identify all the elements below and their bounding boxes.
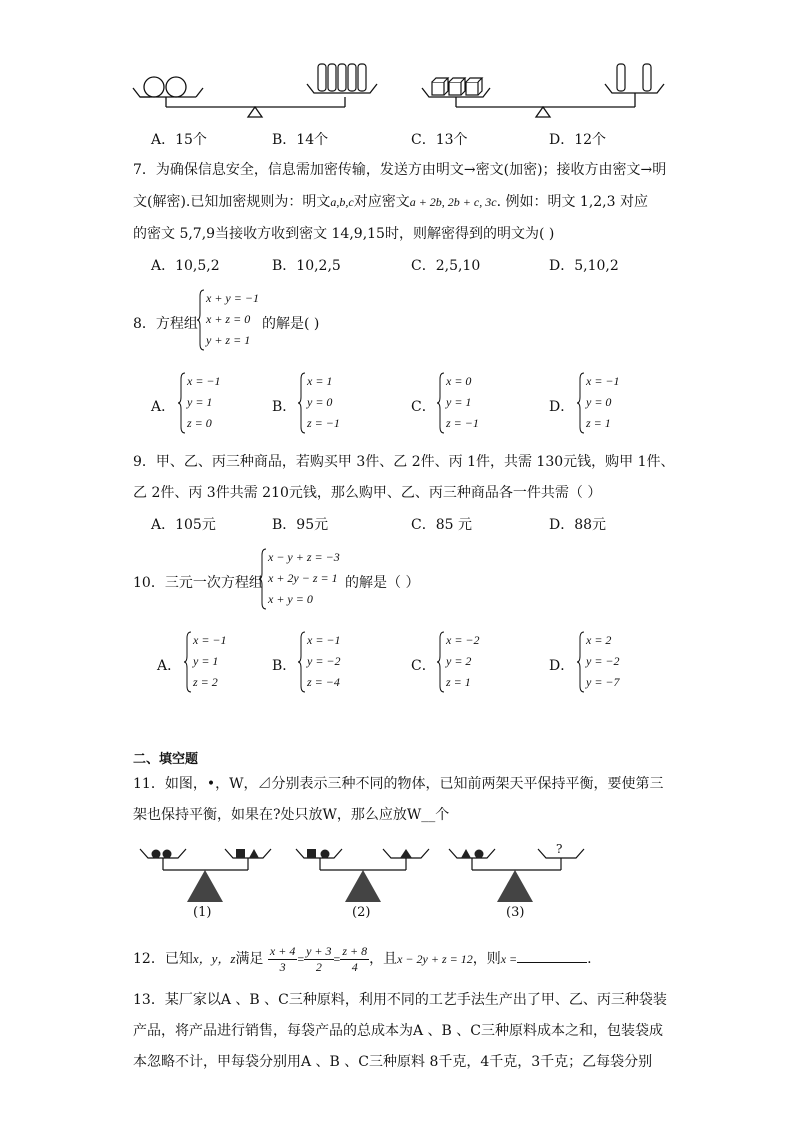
option-b-label[interactable]: B． <box>272 658 297 674</box>
option-a-system[interactable]: x = −1 y = 1 z = 2 <box>184 630 244 694</box>
dot-shape <box>321 850 330 859</box>
option-a-label[interactable]: A． <box>157 658 182 674</box>
option-a-label[interactable]: A． <box>151 399 176 415</box>
option-d-system[interactable]: x = 2 y = −2 y = −7 <box>577 630 637 694</box>
q11-line1: 11．如图，•，W，⊿分别表示三种不同的物体，已知前两架天平保持平衡，要使第三 <box>133 776 664 792</box>
balance-scale-3 <box>449 849 584 902</box>
option-b[interactable]: B．14个 <box>272 132 329 148</box>
caption-2: (2) <box>352 905 371 920</box>
square-shape <box>307 849 316 858</box>
section-heading: 二、填空题 <box>133 752 199 767</box>
option-a[interactable]: A．15个 <box>151 132 207 148</box>
option-a[interactable]: A．105元 <box>151 517 216 533</box>
q7-line1: 7．为确保信息安全，信息需加密传输，发送方由明文→密文(加密)；接收方由密文→明 <box>133 162 667 178</box>
dot-shape <box>475 850 484 859</box>
option-b-system[interactable]: x = 1 y = 0 z = −1 <box>298 371 358 435</box>
q9-line2: 乙 2件、丙 3件共需 210元钱，那么购甲、乙、丙三种商品各一件共需（ ） <box>133 485 602 501</box>
fulcrum-shape <box>187 870 223 902</box>
option-d-system[interactable]: x = −1 y = 0 z = 1 <box>577 371 637 435</box>
q13-line3: 本忽略不计，甲每袋分别用A 、B 、C三种原料 8千克，4千克，3千克；乙每袋分别 <box>133 1054 653 1070</box>
option-a-system[interactable]: x = −1 y = 1 z = 0 <box>178 371 238 435</box>
option-d[interactable]: D．12个 <box>549 132 607 148</box>
option-b[interactable]: B．95元 <box>272 517 329 533</box>
option-c-system[interactable]: x = 0 y = 1 z = −1 <box>437 371 497 435</box>
option-c[interactable]: C．13个 <box>411 132 468 148</box>
question-mark: ? <box>556 842 563 856</box>
answer-blank[interactable] <box>517 950 587 963</box>
q9-line1: 9．甲、乙、丙三种商品，若购买甲 3件、乙 2件、丙 1件，共需 130元钱，购甲 1件、 <box>133 454 675 470</box>
option-b-system[interactable]: x = −1 y = −2 z = −4 <box>298 630 358 694</box>
option-b[interactable]: B．10,2,5 <box>272 258 341 274</box>
q8-suffix: 的解是( ) <box>262 316 320 332</box>
option-d[interactable]: D．88元 <box>549 517 607 533</box>
option-c-label[interactable]: C． <box>411 399 436 415</box>
dot-shape <box>163 850 172 859</box>
option-c-label[interactable]: C． <box>411 658 436 674</box>
option-d-label[interactable]: D． <box>549 399 575 415</box>
triangle-shape <box>400 849 412 858</box>
option-d[interactable]: D．5,10,2 <box>549 258 619 274</box>
q8-prefix: 8．方程组 <box>133 316 198 332</box>
q13-line1: 13．某厂家以A 、B 、C三种原料，利用不同的工艺手法生产出了甲、乙、丙三种袋装 <box>133 992 667 1008</box>
q13-line2: 产品，将产品进行销售，每袋产品的总成本为A 、B 、C三种原料成本之和，包装袋成 <box>133 1023 664 1039</box>
q10-system: x − y + z = −3 x + 2y − z = 1 x + y = 0 <box>259 547 349 611</box>
fulcrum-shape <box>497 870 533 902</box>
q7-line3: 的密文 5,7,9当接收方收到密文 14,9,15时，则解密得到的明文为( ) <box>133 226 555 242</box>
balance-scale-2 <box>296 849 429 902</box>
q7-line2: 文(解密).已知加密规则为：明文a,b,c对应密文a + 2b, 2b + c, 3c. 例如：明文 1,2,3 对应 <box>133 194 648 210</box>
option-a[interactable]: A．10,5,2 <box>151 258 220 274</box>
q8-system: x + y = −1 x + z = 0 y + z = 1 <box>197 288 267 352</box>
q11-line2: 架也保持平衡，如果在?处只放W，那么应放W__个 <box>133 807 450 823</box>
option-c[interactable]: C．2,5,10 <box>411 258 481 274</box>
q12-line: 12．已知x，y，z满足 $\frac{x + 4}{3}$ = $\frac{y + 3}{2}$ = $\frac{z + 8}{4}$ ，且x − 2y + z = 12，则x = . <box>133 943 592 974</box>
triangle-shape <box>249 849 259 858</box>
caption-1: (1) <box>193 905 212 920</box>
caption-3: (3) <box>506 905 525 920</box>
option-b-label[interactable]: B． <box>272 399 297 415</box>
option-d-label[interactable]: D． <box>549 658 575 674</box>
fulcrum-shape <box>345 870 381 902</box>
square-shape <box>236 849 245 858</box>
option-c[interactable]: C．85 元 <box>411 517 472 533</box>
balance-scale-1 <box>140 849 271 902</box>
triangle-shape <box>461 849 471 858</box>
q10-prefix: 10．三元一次方程组 <box>133 575 263 591</box>
dot-shape <box>152 850 161 859</box>
q10-suffix: 的解是（ ） <box>345 575 420 591</box>
option-c-system[interactable]: x = −2 y = 2 z = 1 <box>437 630 497 694</box>
